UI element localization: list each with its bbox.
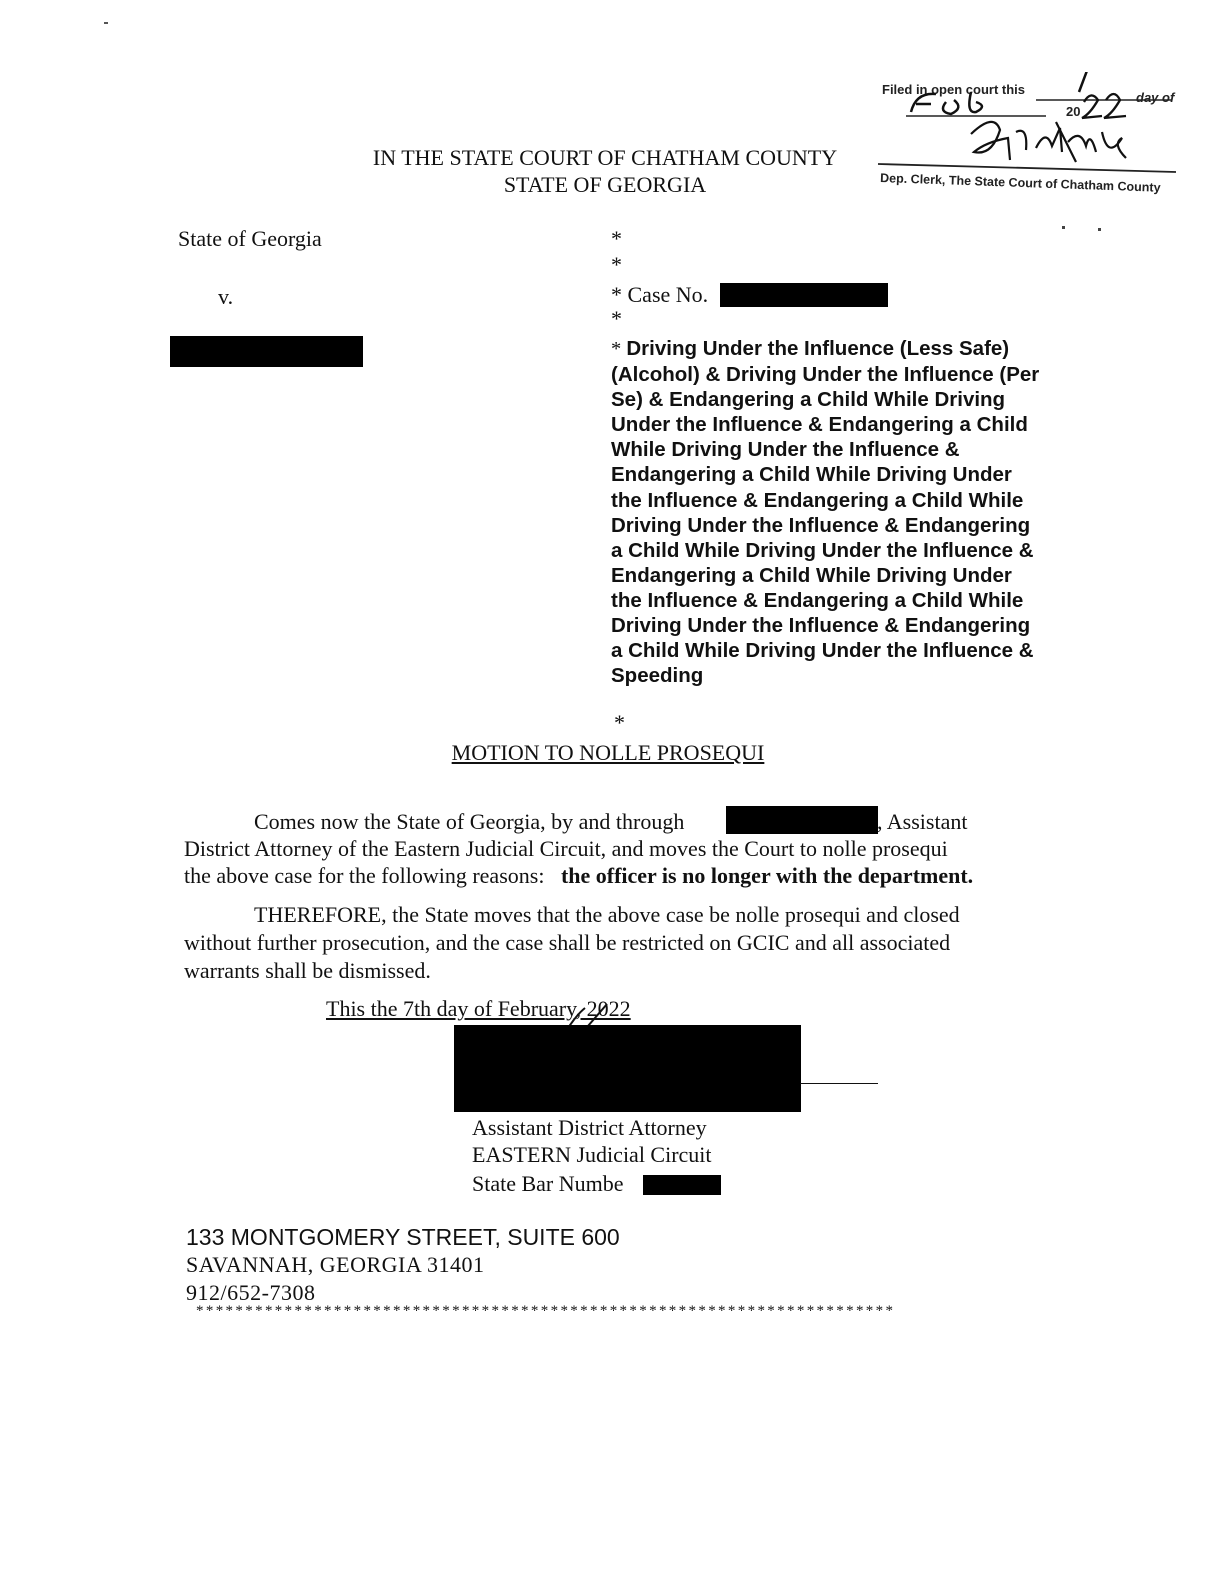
caption-asterisk: * (614, 710, 625, 735)
para1-line1-end: , Assistant (877, 809, 968, 834)
charges-list (611, 336, 1041, 688)
signer-circuit: EASTERN Judicial Circuit (472, 1142, 712, 1167)
defendant-name-redaction (170, 336, 363, 367)
filing-stamp (876, 72, 1181, 202)
para1-line2: District Attorney of the Eastern Judicial Circuit, and moves the Court to nolle prosequi (184, 836, 948, 861)
scan-speck (104, 22, 108, 24)
caption-asterisk: * (611, 226, 622, 251)
address-street: 133 MONTGOMERY STREET, SUITE 600 (186, 1224, 620, 1250)
scan-speck (1062, 226, 1065, 229)
motion-title-text: MOTION TO NOLLE PROSEQUI (451, 740, 765, 765)
para2-line1: THEREFORE, the State moves that the above case be nolle prosequi and closed (254, 902, 960, 927)
charges-text: Driving Under the Influence (Less Safe) (Alcohol) & Driving Under the Influence (Per Se) & Endangering a Child While Driving Under the Influence & Endangering a Child While Driving Under the Influence & Endangering a Child While Driving Under the Influence & Endangering a Child While Driving Under the Influence & Endangering a Child While Driving Under the Influence & Endangering a Child While Driving Under the Influence & Endangering a Child While Driving Under the Influence & Endangering a Child While Driving Under the Influence & Speeding (611, 337, 1040, 688)
scan-speck (1098, 228, 1101, 231)
case-number-label: * Case No. (611, 282, 709, 307)
charges-prefix: * (611, 338, 627, 360)
bar-number-label: State Bar Numbe (472, 1171, 624, 1196)
handwritten-year (1082, 94, 1126, 118)
address-city: SAVANNAH, GEORGIA 31401 (186, 1252, 485, 1277)
bar-number-redaction (643, 1175, 721, 1195)
attorney-name-redaction (726, 806, 878, 834)
para2-line3: warrants shall be dismissed. (184, 958, 431, 983)
stamp-graphic (876, 72, 1181, 202)
stamp-year-prefix: 20 (1066, 104, 1081, 119)
court-name: IN THE STATE COURT OF CHATHAM COUNTY (372, 145, 838, 170)
versus-label: v. (218, 284, 234, 309)
separator-line: *********************************************************************** (196, 1303, 896, 1319)
plaintiff-name: State of Georgia (178, 226, 322, 251)
signature-line (800, 1083, 878, 1084)
clerk-signature (971, 122, 1126, 162)
handwritten-day (1071, 72, 1091, 92)
para1-line3-start: the above case for the following reasons: (184, 863, 545, 888)
stamp-of-text: day of (1136, 90, 1175, 105)
para1-line1-start: Comes now the State of Georgia, by and through (254, 809, 685, 834)
signature-redaction (454, 1025, 801, 1112)
para1-line3 (184, 862, 973, 890)
nolle-reason: the officer is no longer with the department. (560, 863, 974, 888)
caption-asterisk: * (611, 252, 622, 277)
motion-title (0, 740, 1216, 766)
case-number-redaction (720, 283, 888, 307)
para2-line2: without further prosecution, and the case shall be restricted on GCIC and all associated (184, 930, 951, 955)
signer-title: Assistant District Attorney (472, 1115, 707, 1140)
court-header (300, 144, 910, 198)
caption-asterisk: * (611, 306, 622, 331)
date-line: This the 7th day of February, 2022 (326, 996, 631, 1021)
stamp-clerk-title: Dep. Clerk, The State Court of Chatham County (879, 171, 1161, 195)
stamp-filed-text: Filed in open court this (882, 82, 1025, 97)
court-state: STATE OF GEORGIA (503, 172, 707, 197)
address-phone: 912/652-7308 (186, 1280, 316, 1305)
